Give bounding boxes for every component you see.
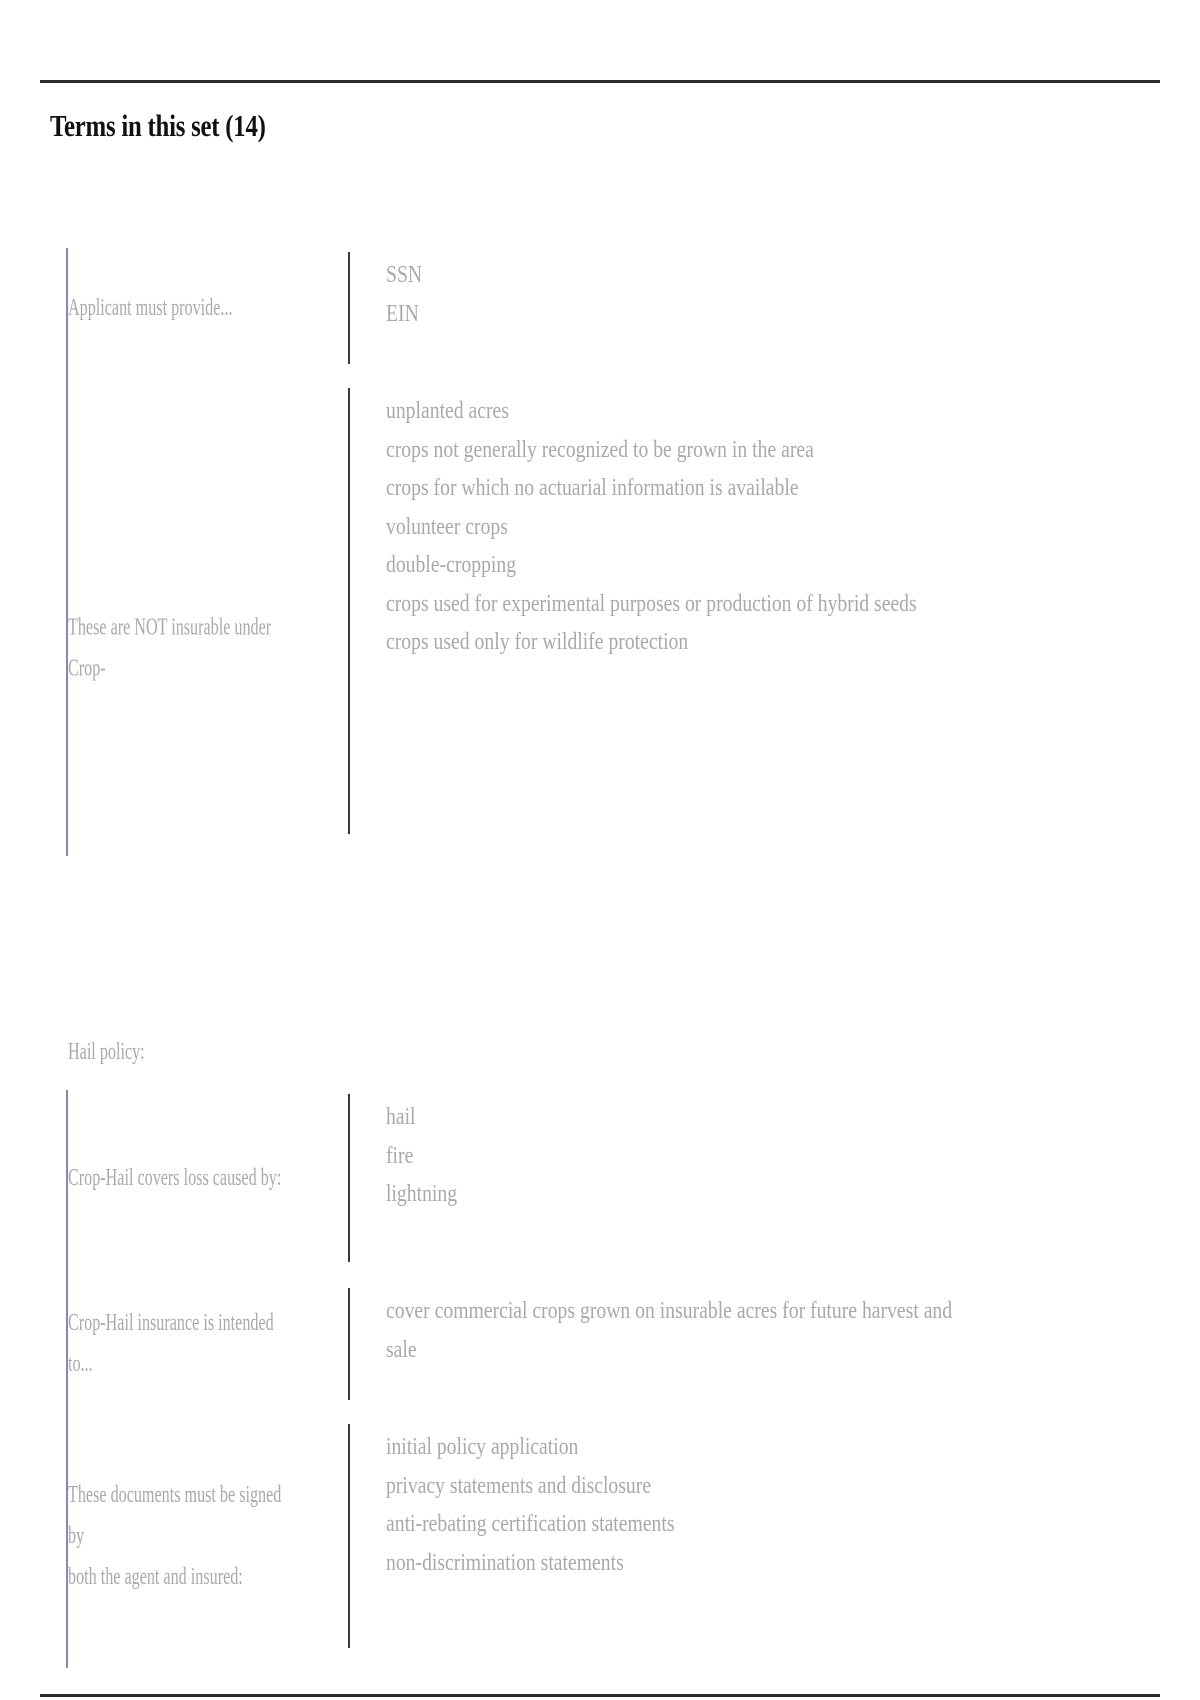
term-line: both the agent and insured: (68, 1563, 243, 1590)
definition-text (386, 1292, 1076, 1369)
definition-text (386, 1428, 738, 1582)
card-separator (348, 252, 350, 364)
definition-line: anti-rebating certification statements (386, 1511, 675, 1537)
definition-line: crops used for experimental purposes or production of hybrid seeds (386, 590, 917, 617)
top-divider (40, 80, 1160, 83)
term-text (68, 388, 354, 1065)
definition-line: initial policy application (386, 1434, 579, 1460)
term-line: Applicant must provide... (68, 294, 233, 321)
term-line: These documents must be signed by (68, 1481, 282, 1549)
term-text (68, 1094, 354, 1262)
definition-line: unplanted acres (386, 398, 509, 424)
definition-line: lightning (386, 1181, 458, 1207)
definition-line: EIN (386, 300, 419, 327)
term-line: Hail policy: (68, 1039, 145, 1065)
definition-line: hail (386, 1104, 416, 1130)
term-text (68, 1288, 354, 1400)
bottom-divider (40, 1694, 1160, 1697)
definition-line: crops used only for wildlife protection (386, 629, 689, 655)
definition-line: crops for which no actuarial information is available (386, 475, 799, 501)
term-text (68, 1424, 354, 1648)
definition-text (386, 256, 430, 333)
definition-text (386, 1098, 473, 1214)
definition-line: SSN (386, 262, 423, 288)
terms-group-1 (66, 248, 1148, 1065)
definition-line: crops not generally recognized to be grown in the area (386, 436, 814, 463)
definition-line: privacy statements and disclosure (386, 1472, 652, 1499)
definition-line: non-discrimination statements (386, 1549, 624, 1576)
card-separator (348, 1424, 350, 1648)
term-line: Crop-Hail covers loss caused by: (68, 1164, 282, 1191)
card-separator (348, 1094, 350, 1262)
term-card[interactable] (68, 1288, 1148, 1400)
definition-line: fire (386, 1142, 414, 1169)
set-title: Terms in this set (14) (50, 108, 266, 143)
card-separator (348, 388, 350, 834)
definition-text (386, 392, 1033, 662)
term-card[interactable] (68, 388, 1148, 1065)
definition-line: cover commercial crops grown on insurable acres for future harvest and (386, 1298, 953, 1324)
term-card[interactable] (68, 1424, 1148, 1648)
term-line: Crop-Hail insurance is intended to... (68, 1310, 274, 1377)
term-card[interactable] (68, 1094, 1148, 1262)
definition-line: sale (386, 1336, 417, 1363)
definition-line: double-cropping (386, 552, 517, 578)
card-separator (348, 1288, 350, 1400)
term-line: These are NOT insurable under Crop- (68, 614, 272, 682)
definition-line: volunteer crops (386, 513, 508, 540)
terms-group-2 (66, 1090, 1148, 1668)
